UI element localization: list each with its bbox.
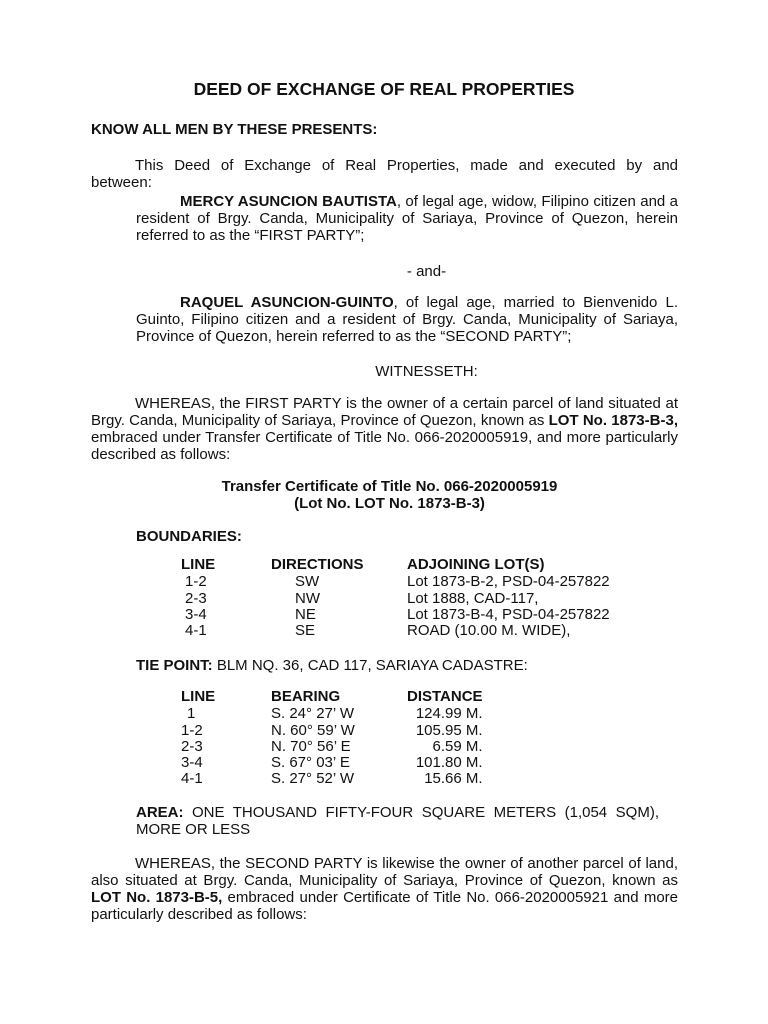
boundary-adjoining: ROAD (10.00 M. WIDE),: [407, 622, 571, 640]
bearing-distance: 101.80 M.: [415, 754, 483, 772]
bearing-value: N. 70° 56’ E: [271, 737, 351, 755]
table-row: [181, 607, 610, 623]
whereas1-lot: LOT No. 1873-B-3,: [548, 412, 678, 429]
area-line: [136, 804, 659, 838]
table-row: [181, 723, 483, 739]
first-party-block: [136, 193, 678, 244]
intro-line-2: between:: [91, 174, 152, 191]
intro-paragraph: [91, 157, 678, 191]
intro-line-1: This Deed of Exchange of Real Properties, made and executed by and: [135, 157, 678, 174]
bearings-header-row: [181, 689, 483, 706]
boundary-adjoining: Lot 1873-B-2, PSD-04-257822: [407, 573, 610, 591]
bearing-distance: 15.66 M.: [424, 770, 483, 788]
first-party-name: MERCY ASUNCION BAUTISTA: [180, 193, 397, 210]
bearings-table: [181, 689, 483, 788]
bearing-line: 4-1: [181, 770, 203, 788]
second-party-text: , of legal age, married to Bienvenido L. Guinto, Filipino citizen and a resident of Brgy. Canda, Municipality of Sariaya, Province of Quezon, herein referred to as the “SECOND PARTY”;: [136, 294, 679, 345]
second-party-name: RAQUEL ASUNCION-GUINTO: [180, 294, 394, 311]
boundary-line: 2-3: [185, 589, 207, 607]
boundaries-col-line: LINE: [181, 556, 216, 573]
whereas2-text-b: embraced under Certificate of Title No. 066-2020005921 and more particularly described as follows:: [91, 889, 678, 923]
boundaries-col-directions: DIRECTIONS: [271, 556, 364, 573]
boundary-line: 1-2: [185, 573, 207, 591]
boundaries-col-adjoining: ADJOINING LOT(S): [407, 556, 545, 573]
boundary-line: 4-1: [185, 622, 207, 640]
tct-title-line-2: (Lot No. LOT No. 1873-B-3): [294, 495, 485, 512]
table-row: [181, 591, 610, 607]
boundary-line: 3-4: [185, 605, 207, 623]
boundary-direction: SE: [295, 622, 316, 640]
table-row: [181, 623, 610, 639]
tie-point-line: [136, 657, 528, 674]
tie-point-label: TIE POINT:: [136, 657, 213, 674]
table-row: [181, 755, 483, 771]
bearings-col-distance: DISTANCE: [407, 688, 483, 705]
tie-point-value: BLM NQ. 36, CAD 117, SARIAYA CADASTRE:: [212, 657, 528, 674]
boundaries-heading: BOUNDARIES:: [136, 528, 242, 545]
bearing-line: 1: [187, 705, 196, 723]
whereas1-text-b: embraced under Transfer Certificate of Title No. 066-2020005919, and more particularly described as follows:: [91, 429, 678, 463]
boundary-adjoining: Lot 1873-B-4, PSD-04-257822: [407, 605, 610, 623]
whereas-second-party: [91, 855, 678, 923]
bearings-col-line: LINE: [181, 688, 216, 705]
bearing-line: 2-3: [181, 737, 203, 755]
know-all-heading: KNOW ALL MEN BY THESE PRESENTS:: [91, 121, 378, 138]
bearing-distance: 124.99 M.: [415, 705, 483, 723]
bearing-value: S. 27° 52’ W: [271, 770, 354, 788]
area-label: AREA:: [136, 804, 184, 821]
area-value: ONE THOUSAND FIFTY-FOUR SQUARE METERS (1,054 SQM), MORE OR LESS: [136, 804, 659, 838]
whereas-first-party: [91, 395, 678, 463]
bearing-value: N. 60° 59’ W: [271, 721, 355, 739]
bearing-line: 3-4: [181, 754, 203, 772]
whereas2-lot: LOT No. 1873-B-5,: [91, 889, 223, 906]
bearing-value: S. 24° 27’ W: [271, 705, 354, 723]
document-title: DEED OF EXCHANGE OF REAL PROPERTIES: [193, 79, 575, 99]
whereas2-text-a: WHEREAS, the SECOND PARTY is likewise the owner of another parcel of land, also situated at Brgy. Canda, Municipality of Sariaya, Province of Quezon, known as: [91, 855, 678, 889]
boundary-direction: SW: [295, 573, 320, 591]
boundaries-table: [181, 557, 610, 639]
whereas1-text-a: WHEREAS, the FIRST PARTY is the owner of a certain parcel of land situated at Brgy. Canda, Municipality of Sariaya, Province of Quezon, known as: [91, 395, 678, 429]
witnesseth-heading: WITNESSETH:: [375, 363, 478, 380]
bearing-distance: 105.95 M.: [415, 721, 483, 739]
bearing-line: 1-2: [181, 721, 203, 739]
table-row: [181, 771, 483, 787]
bearing-value: S. 67° 03’ E: [271, 754, 350, 772]
bearing-distance: 6.59 M.: [432, 737, 483, 755]
second-party-block: [136, 294, 678, 345]
boundary-adjoining: Lot 1888, CAD-117,: [407, 589, 539, 607]
table-row: [181, 574, 610, 590]
tct-title: [91, 478, 678, 512]
tct-title-line-1: Transfer Certificate of Title No. 066-2020005919: [221, 478, 558, 495]
bearings-col-bearing: BEARING: [271, 688, 341, 705]
first-party-text: , of legal age, widow, Filipino citizen and a resident of Brgy. Canda, Municipality of Sariaya, Province of Quezon, herein referred to as the “FIRST PARTY”;: [136, 193, 678, 244]
table-row: [181, 706, 483, 722]
table-row: [181, 739, 483, 755]
boundary-direction: NE: [295, 605, 316, 623]
boundaries-header-row: [181, 557, 610, 574]
and-separator: - and-: [406, 263, 447, 280]
boundary-direction: NW: [295, 589, 320, 607]
